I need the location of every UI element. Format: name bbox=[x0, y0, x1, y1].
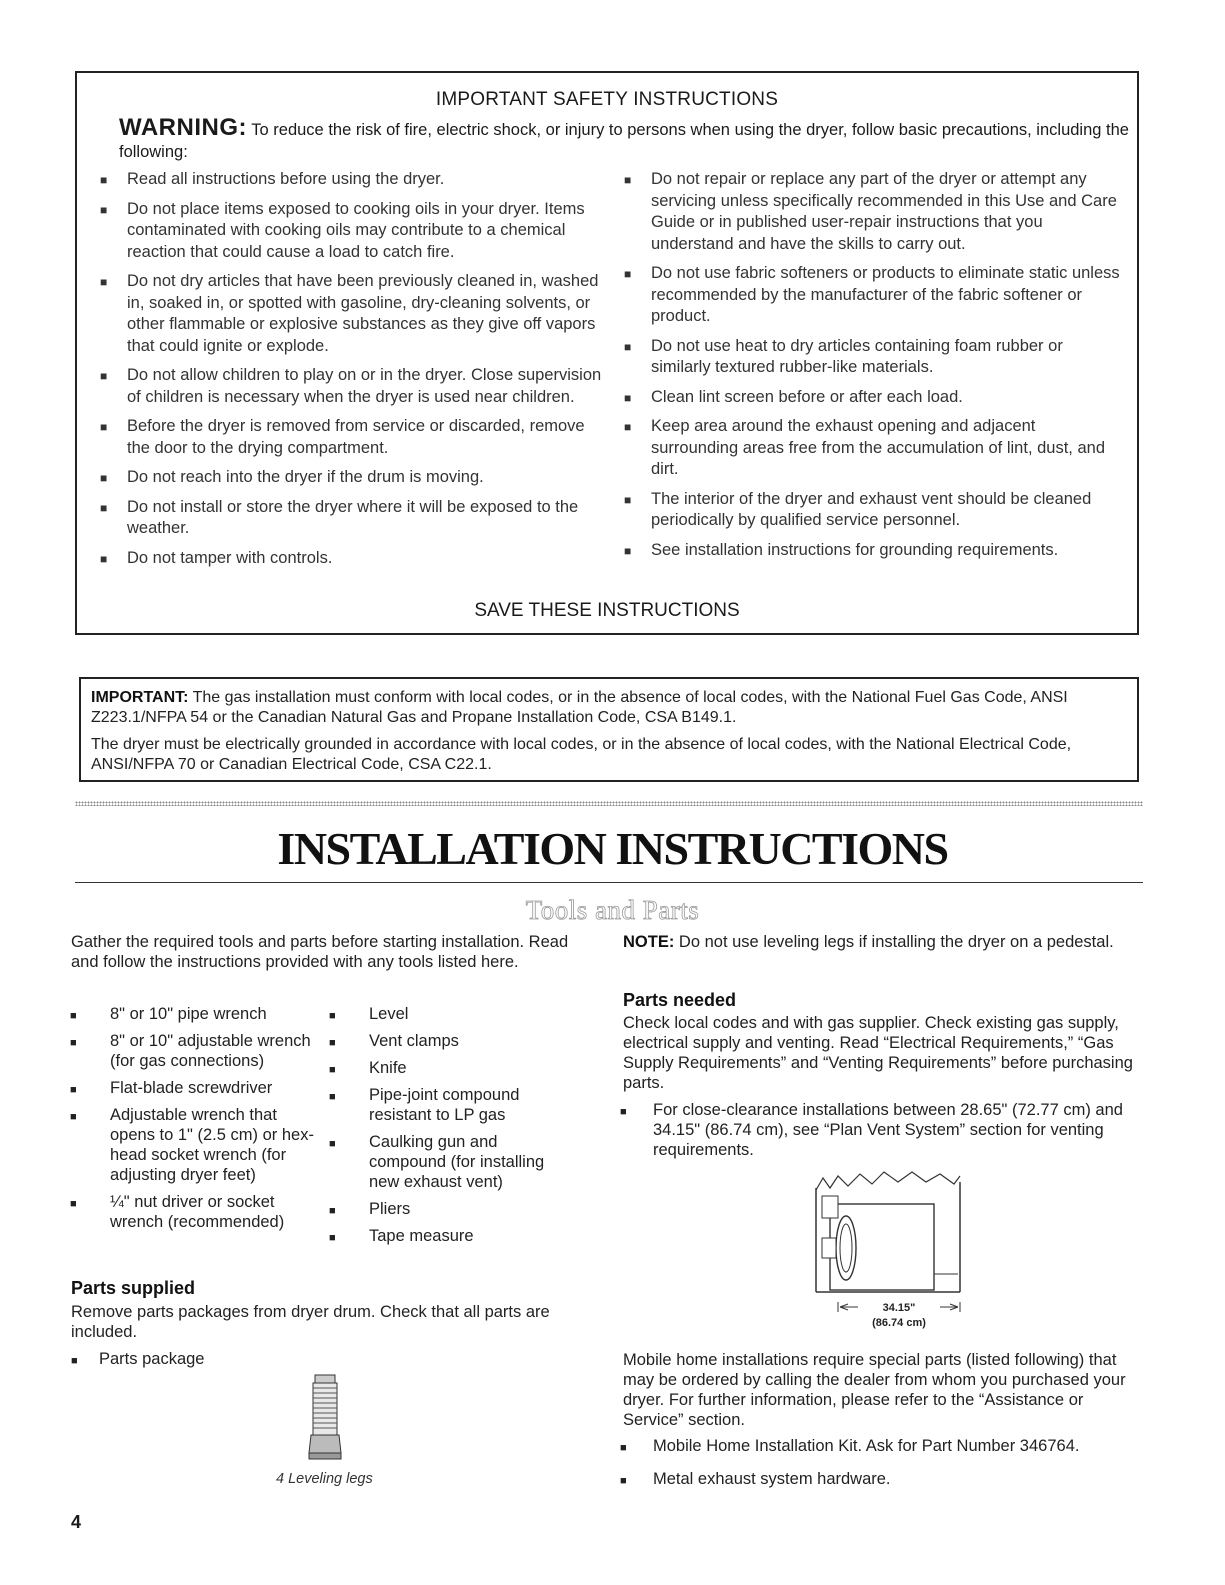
safety-list-right bbox=[651, 169, 1121, 569]
safety-title: IMPORTANT SAFETY INSTRUCTIONS bbox=[435, 89, 779, 110]
title-divider bbox=[75, 882, 1143, 883]
list-item: ■ Tape measure bbox=[369, 1226, 579, 1246]
important-notice-box bbox=[79, 677, 1139, 782]
list-item: ■ Do not place items exposed to cooking oils in your dryer. Items contaminated with cooking oils may contribute to a chemical reaction that could cause a load to catch fire. bbox=[127, 199, 607, 264]
list-item: ■ Clean lint screen before or after each load. bbox=[651, 387, 1121, 409]
close-clearance-dryer-figure bbox=[808, 1170, 968, 1335]
list-item: ■ Pipe-joint compound resistant to LP gas bbox=[369, 1085, 579, 1125]
tools-list-left bbox=[110, 1004, 320, 1239]
list-item: ■ Parts package bbox=[99, 1349, 204, 1369]
list-item: ■ Flat-blade screwdriver bbox=[110, 1078, 320, 1098]
parts-needed-text: Check local codes and with gas supplier. Check existing gas supply, electrical supply and venting. Read “Electrical Requirements,” “Gas Supply Requirements” and “Venting Requirements” before purchasing parts. bbox=[623, 1014, 1133, 1092]
list-item: ■ Do not tamper with controls. bbox=[127, 548, 607, 570]
parts-supplied-text: Remove parts packages from dryer drum. Check that all parts are included. bbox=[71, 1303, 550, 1341]
page-number: 4 bbox=[71, 1512, 82, 1532]
mobile-home-parts-list bbox=[653, 1436, 1138, 1502]
safety-instructions-box bbox=[75, 71, 1139, 635]
note-label: NOTE: bbox=[623, 933, 675, 951]
important-paragraph-electrical: The dryer must be electrically grounded in accordance with local codes, or in the absence of local codes, with the National Electrical Code, ANSI/NFPA 70 or Canadian Electrical Code, CSA C22.1. bbox=[91, 736, 1072, 773]
list-item: ■ 8" or 10" adjustable wrench (for gas connections) bbox=[110, 1031, 320, 1071]
list-item: ■ Do not reach into the dryer if the drum is moving. bbox=[127, 467, 607, 489]
leveling-legs-caption: 4 Leveling legs bbox=[276, 1471, 373, 1487]
important-paragraph-gas bbox=[91, 688, 1131, 728]
list-item: ■ Caulking gun and compound (for installing new exhaust vent) bbox=[369, 1132, 579, 1192]
list-item: ■ Keep area around the exhaust opening and adjacent surrounding areas free from the accumulation of lint, dust, and dirt. bbox=[651, 416, 1121, 481]
dimension-centimeters: (86.74 cm) bbox=[872, 1317, 926, 1329]
list-item: ■ Before the dryer is removed from service or discarded, remove the door to the drying compartment. bbox=[127, 416, 607, 459]
mobile-home-paragraph: Mobile home installations require special parts (listed following) that may be ordered by calling the dealer from whom you purchased your dryer. For further information, please refer to the “Assistance or Service” section. bbox=[623, 1351, 1126, 1429]
warning-text: To reduce the risk of fire, electric shock, or injury to persons when using the dryer, follow basic precautions, including the following: bbox=[119, 121, 1129, 161]
note-paragraph bbox=[623, 932, 1123, 952]
list-item: ■ Do not install or store the dryer where it will be exposed to the weather. bbox=[127, 497, 607, 540]
important-gas-text: The gas installation must conform with local codes, or in the absence of local codes, with the National Fuel Gas Code, ANSI Z223.1/NFPA 54 or the Canadian Natural Gas and Propane Installation Code, CSA B149.1. bbox=[91, 689, 1068, 726]
dimension-inches: 34.15" bbox=[882, 1302, 916, 1314]
list-item: ■ Mobile Home Installation Kit. Ask for Part Number 346764. bbox=[653, 1436, 1138, 1456]
note-text: Do not use leveling legs if installing the dryer on a pedestal. bbox=[674, 933, 1114, 951]
parts-needed-list bbox=[653, 1100, 1138, 1167]
list-item: ■ Do not use heat to dry articles containing foam rubber or similarly textured rubber-like materials. bbox=[651, 336, 1121, 379]
parts-supplied-heading: Parts supplied bbox=[71, 1278, 196, 1298]
warning-label: WARNING: bbox=[119, 114, 247, 141]
list-item: ■ Do not dry articles that have been previously cleaned in, washed in, soaked in, or spotted with gasoline, dry-cleaning solvents, or other flammable or explosive substances as they give off vapors that could ignite or explode. bbox=[127, 271, 607, 357]
list-item: ■ For close-clearance installations between 28.65" (72.77 cm) and 34.15" (86.74 cm), see “Plan Vent System” section for venting requirements. bbox=[653, 1100, 1138, 1160]
intro-paragraph: Gather the required tools and parts before starting installation. Read and follow the instructions provided with any tools listed here. bbox=[71, 933, 569, 971]
list-item: ■ See installation instructions for grounding requirements. bbox=[651, 540, 1121, 562]
list-item: ■ Pliers bbox=[369, 1199, 579, 1219]
list-item: ■ Read all instructions before using the dryer. bbox=[127, 169, 607, 191]
list-item: ■ Adjustable wrench that opens to 1" (2.5 cm) or hex-head socket wrench (for adjusting dryer feet) bbox=[110, 1105, 320, 1185]
parts-supplied-list bbox=[99, 1349, 204, 1376]
list-item: ■ Do not repair or replace any part of the dryer or attempt any servicing unless specifically recommended in this Use and Care Guide or in published user-repair instructions that you understand and have the skills to carry out. bbox=[651, 169, 1121, 255]
list-item: ■ ¼" nut driver or socket wrench (recommended) bbox=[110, 1192, 320, 1232]
list-item: ■ Level bbox=[369, 1004, 579, 1024]
list-item: ■ Do not use fabric softeners or products to eliminate static unless recommended by the manufacturer of the fabric softener or product. bbox=[651, 263, 1121, 328]
list-item: ■ Metal exhaust system hardware. bbox=[653, 1469, 1138, 1489]
leveling-leg-icon bbox=[305, 1373, 345, 1461]
list-item: ■ 8" or 10" pipe wrench bbox=[110, 1004, 320, 1024]
safety-list-left bbox=[127, 169, 607, 577]
section-heading: Tools and Parts bbox=[525, 895, 700, 925]
dotted-divider bbox=[75, 801, 1143, 806]
tools-list-right bbox=[369, 1004, 579, 1253]
list-item: ■ Vent clamps bbox=[369, 1031, 579, 1051]
save-instructions-label: SAVE THESE INSTRUCTIONS bbox=[474, 600, 740, 621]
important-label: IMPORTANT: bbox=[91, 689, 189, 706]
list-item: ■ Do not allow children to play on or in the dryer. Close supervision of children is necessary when the dryer is used near children. bbox=[127, 365, 607, 408]
page-title: INSTALLATION INSTRUCTIONS bbox=[277, 823, 948, 874]
list-item: ■ The interior of the dryer and exhaust vent should be cleaned periodically by qualified service personnel. bbox=[651, 489, 1121, 532]
list-item: ■ Knife bbox=[369, 1058, 579, 1078]
warning-paragraph bbox=[119, 114, 1129, 163]
parts-needed-heading: Parts needed bbox=[623, 990, 737, 1010]
